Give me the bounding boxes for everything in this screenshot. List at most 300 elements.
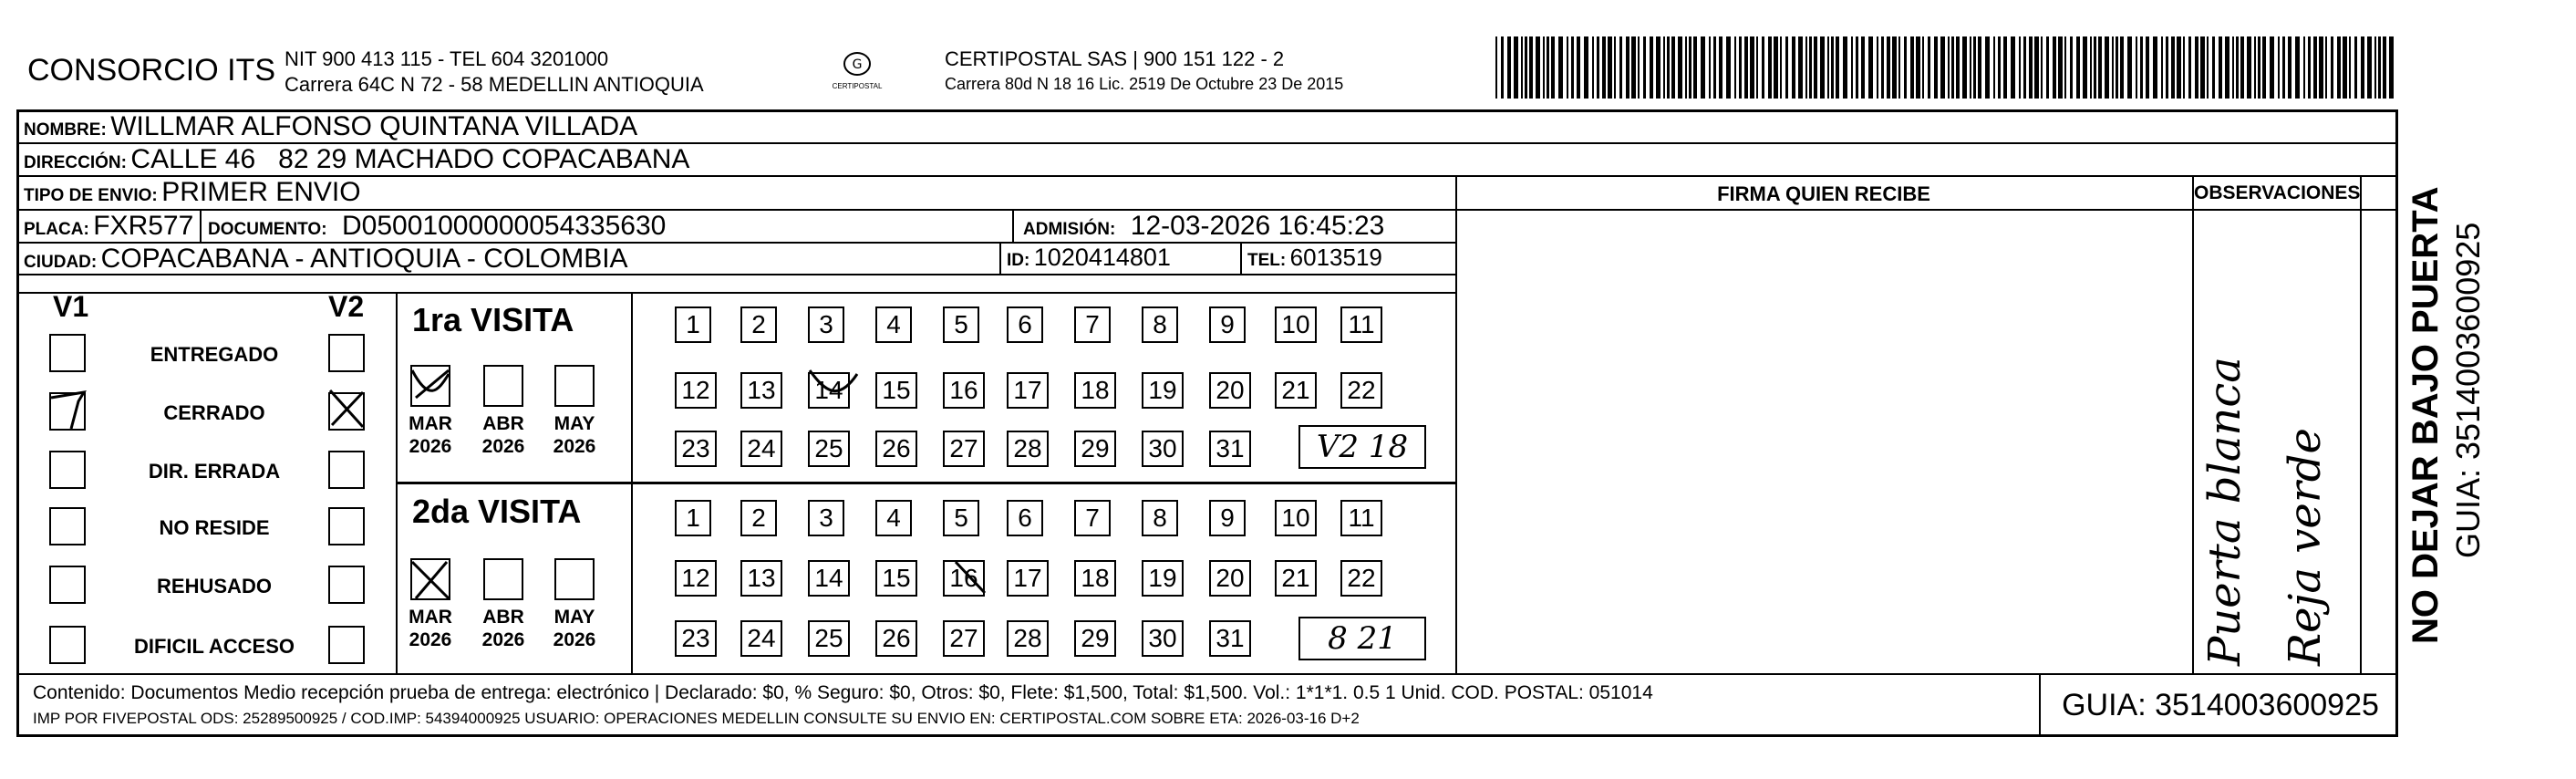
month-year: 2026 bbox=[553, 629, 596, 650]
barcode-bar bbox=[1993, 36, 1995, 99]
day-checkbox[interactable]: 6 bbox=[1007, 500, 1043, 536]
v2-checkbox[interactable] bbox=[328, 507, 365, 545]
barcode-bar bbox=[2064, 36, 2066, 99]
barcode-bar bbox=[2183, 36, 2185, 99]
barcode-bar bbox=[1495, 36, 1497, 99]
barcode-bar bbox=[1558, 36, 1563, 99]
admission-row bbox=[1023, 211, 1384, 242]
month-name: MAR bbox=[409, 413, 452, 434]
barcode-bar bbox=[1998, 36, 2001, 99]
v1-checkbox[interactable] bbox=[49, 566, 86, 604]
observation-line-1: Puerta blanca bbox=[2199, 357, 2250, 666]
v1-header: V1 bbox=[53, 290, 89, 323]
month-checkbox[interactable] bbox=[410, 365, 450, 407]
barcode-bar bbox=[2319, 36, 2323, 99]
reason-label: REHUSADO bbox=[157, 575, 272, 597]
barcode-bar bbox=[1619, 36, 1622, 99]
city-label: CIUDAD: bbox=[24, 253, 98, 272]
barcode-bar bbox=[2140, 36, 2143, 99]
day-checkbox[interactable]: 22 bbox=[1340, 372, 1382, 409]
day-checkbox[interactable]: 31 bbox=[1209, 620, 1251, 657]
day-checkbox[interactable]: 27 bbox=[943, 620, 985, 657]
day-checkbox[interactable]: 26 bbox=[875, 620, 917, 657]
barcode-bar bbox=[2177, 36, 2181, 99]
reason-label: DIFICIL ACCESO bbox=[133, 635, 295, 658]
address-row bbox=[24, 144, 689, 175]
barcode-bar bbox=[1868, 36, 1873, 99]
barcode-bar bbox=[1667, 36, 1670, 99]
barcode-bar bbox=[1678, 36, 1682, 99]
day-checkbox[interactable]: 5 bbox=[943, 306, 979, 343]
barcode-bar bbox=[2146, 36, 2149, 99]
barcode-bar bbox=[2254, 36, 2256, 99]
barcode-bar bbox=[2053, 36, 2056, 99]
barcode-bar bbox=[1843, 36, 1847, 99]
barcode-bar bbox=[1739, 36, 1742, 99]
barcode-bar bbox=[2374, 36, 2376, 99]
observation-line-2: Reja verde bbox=[2280, 428, 2331, 666]
carrier-name-nit: CERTIPOSTAL SAS | 900 151 122 - 2 bbox=[945, 47, 1285, 70]
barcode-bar bbox=[1780, 36, 1782, 99]
day-checkbox[interactable]: 26 bbox=[875, 431, 917, 467]
reason-label: NO RESIDE bbox=[159, 516, 270, 539]
barcode-bar bbox=[1614, 36, 1616, 99]
barcode-bar bbox=[2166, 36, 2168, 99]
barcode-bar bbox=[1956, 36, 1960, 99]
signature-header: FIRMA QUIEN RECIBE bbox=[1717, 182, 1930, 205]
barcode-bar bbox=[1861, 36, 1865, 99]
sender-name: CONSORCIO ITS bbox=[27, 53, 276, 88]
month-label bbox=[545, 606, 604, 651]
do-not-leave-notice: NO DEJAR BAJO PUERTA bbox=[2405, 186, 2446, 644]
sender-address: Carrera 64C N 72 - 58 MEDELLIN ANTIOQUIA bbox=[284, 73, 704, 96]
barcode-bar bbox=[1547, 36, 1549, 99]
barcode-bar bbox=[2127, 36, 2132, 99]
barcode-bar bbox=[2058, 36, 2063, 99]
second-visit-handwritten-note: 8 21 bbox=[1298, 617, 1426, 660]
day-checkbox[interactable]: 11 bbox=[1340, 306, 1382, 343]
barcode-bar bbox=[1892, 36, 1897, 99]
barcode-bar bbox=[1551, 36, 1555, 99]
v1-checkbox[interactable] bbox=[49, 451, 86, 489]
day-checkbox[interactable]: 18 bbox=[1074, 560, 1116, 597]
admission: 12-03-2026 16:45:23 bbox=[1130, 211, 1385, 241]
id-row bbox=[1007, 244, 1171, 272]
send-type-label: TIPO DE ENVIO: bbox=[24, 186, 158, 205]
recipient-name: WILLMAR ALFONSO QUINTANA VILLADA bbox=[110, 111, 638, 141]
barcode-bar bbox=[1951, 36, 1954, 99]
month-label bbox=[401, 606, 460, 651]
barcode-bar bbox=[1709, 36, 1711, 99]
day-checkbox[interactable]: 4 bbox=[875, 500, 912, 536]
month-name: ABR bbox=[482, 413, 524, 434]
barcode-bar bbox=[2188, 36, 2191, 99]
barcode-bar bbox=[2116, 36, 2118, 99]
day-checkbox[interactable]: 25 bbox=[808, 431, 850, 467]
day-checkbox[interactable]: 30 bbox=[1142, 431, 1184, 467]
address-label: DIRECCIÓN: bbox=[24, 153, 127, 172]
barcode-bar bbox=[1521, 36, 1523, 99]
barcode-bar bbox=[2337, 36, 2341, 99]
day-checkbox[interactable]: 10 bbox=[1275, 500, 1317, 536]
barcode-bar bbox=[1973, 36, 1976, 99]
month-year: 2026 bbox=[553, 436, 596, 457]
day-checkbox[interactable]: 14 bbox=[808, 372, 850, 409]
id-value: 1020414801 bbox=[1033, 244, 1171, 271]
day-checkbox[interactable]: 28 bbox=[1007, 620, 1049, 657]
barcode-bar bbox=[2041, 36, 2043, 99]
carrier-logo-caption: CERTIPOSTAL bbox=[832, 82, 883, 90]
day-checkbox[interactable]: 22 bbox=[1340, 560, 1382, 597]
city-row bbox=[24, 244, 628, 275]
barcode-bar bbox=[1820, 36, 1825, 99]
barcode-bar bbox=[1719, 36, 1723, 99]
barcode-bar bbox=[1577, 36, 1580, 99]
barcode-bar bbox=[2171, 36, 2175, 99]
barcode-bar bbox=[2161, 36, 2163, 99]
barcode-bar bbox=[2308, 36, 2311, 99]
barcode-bar bbox=[1978, 36, 1981, 99]
barcode-bar bbox=[1836, 36, 1839, 99]
barcode-bar bbox=[1529, 36, 1533, 99]
barcode-bar bbox=[2207, 36, 2209, 99]
tel-label: TEL: bbox=[1247, 251, 1287, 270]
barcode-bar bbox=[2313, 36, 2317, 99]
v2-checkbox[interactable] bbox=[328, 392, 365, 431]
day-checkbox[interactable]: 17 bbox=[1007, 372, 1049, 409]
day-checkbox[interactable]: 9 bbox=[1209, 500, 1246, 536]
barcode-bar bbox=[2236, 36, 2239, 99]
id-label: ID: bbox=[1007, 251, 1030, 270]
day-checkbox[interactable]: 1 bbox=[675, 500, 711, 536]
barcode-bar bbox=[2034, 36, 2039, 99]
barcode-bar bbox=[2105, 36, 2109, 99]
day-checkbox[interactable]: 29 bbox=[1074, 620, 1116, 657]
barcode-bar bbox=[2076, 36, 2080, 99]
barcode-bar bbox=[1525, 36, 1527, 99]
day-checkbox[interactable]: 20 bbox=[1209, 560, 1251, 597]
first-visit-title: 1ra VISITA bbox=[412, 301, 574, 338]
day-checkbox[interactable]: 10 bbox=[1275, 306, 1317, 343]
day-checkbox[interactable]: 13 bbox=[740, 560, 782, 597]
barcode-bar bbox=[1689, 36, 1691, 99]
v2-checkbox[interactable] bbox=[328, 566, 365, 604]
day-checkbox[interactable]: 18 bbox=[1074, 372, 1116, 409]
day-checkbox[interactable]: 3 bbox=[808, 500, 844, 536]
barcode-bar bbox=[1650, 36, 1653, 99]
barcode-bar bbox=[1831, 36, 1834, 99]
tel-value: 6013519 bbox=[1289, 244, 1382, 271]
day-checkbox[interactable]: 25 bbox=[808, 620, 850, 657]
v2-checkbox[interactable] bbox=[328, 451, 365, 489]
barcode-bar bbox=[2354, 36, 2357, 99]
barcode-bar bbox=[1809, 36, 1812, 99]
observations-header: OBSERVACIONES bbox=[2194, 182, 2361, 203]
barcode-bar bbox=[2070, 36, 2073, 99]
barcode-bar bbox=[2278, 36, 2280, 99]
barcode-bar bbox=[1597, 36, 1599, 99]
month-year: 2026 bbox=[481, 629, 525, 650]
barcode-bar bbox=[2331, 36, 2333, 99]
month-label bbox=[401, 412, 460, 458]
barcode-bar bbox=[1881, 36, 1884, 99]
barcode-bar bbox=[2023, 36, 2026, 99]
barcode-bar bbox=[1726, 36, 1731, 99]
barcode-bar bbox=[2046, 36, 2049, 99]
day-checkbox[interactable]: 2 bbox=[740, 306, 777, 343]
barcode-bar bbox=[2270, 36, 2274, 99]
barcode-bar bbox=[1638, 36, 1640, 99]
barcode-bar bbox=[2240, 36, 2244, 99]
document-label: DOCUMENTO: bbox=[208, 220, 327, 239]
barcode-bar bbox=[1970, 36, 1971, 99]
month-label bbox=[474, 412, 533, 458]
barcode-bar bbox=[2303, 36, 2305, 99]
barcode-bar bbox=[1608, 36, 1612, 99]
barcode-bar bbox=[1693, 36, 1697, 99]
v2-checkbox[interactable] bbox=[328, 334, 365, 372]
day-checkbox[interactable]: 19 bbox=[1142, 372, 1184, 409]
barcode-bar bbox=[1774, 36, 1778, 99]
plate-label: PLACA: bbox=[24, 220, 89, 239]
barcode-bar bbox=[1904, 36, 1907, 99]
month-year: 2026 bbox=[481, 436, 525, 457]
barcode-bar bbox=[1877, 36, 1878, 99]
barcode-bar bbox=[1514, 36, 1518, 99]
barcode-bar bbox=[1663, 36, 1665, 99]
footer-print-info: IMP POR FIVEPOSTAL ODS: 25289500925 / COD.IMP: 54394000925 USUARIO: OPERACIONES MEDELLIN CONSULTE SU ENVIO EN: CERTIPOSTAL.COM SOBRE ETA: 2026-03-16 D+2 bbox=[33, 710, 1360, 727]
barcode-bar bbox=[1898, 36, 1900, 99]
first-visit-handwritten-note: V2 18 bbox=[1298, 425, 1426, 469]
send-type-row bbox=[24, 177, 361, 208]
barcode-bar bbox=[1643, 36, 1646, 99]
month-name: MAR bbox=[409, 607, 452, 628]
reason-label: ENTREGADO bbox=[150, 343, 279, 366]
day-checkbox[interactable]: 12 bbox=[675, 560, 717, 597]
day-checkbox[interactable]: 31 bbox=[1209, 431, 1251, 467]
barcode-bar bbox=[1734, 36, 1736, 99]
barcode-bar bbox=[1584, 36, 1588, 99]
day-checkbox[interactable]: 8 bbox=[1142, 306, 1178, 343]
barcode-bar bbox=[1814, 36, 1817, 99]
barcode-bar bbox=[1671, 36, 1675, 99]
day-checkbox[interactable]: 16 bbox=[943, 372, 985, 409]
day-checkbox[interactable]: 5 bbox=[943, 500, 979, 536]
barcode-bar bbox=[2232, 36, 2234, 99]
day-checkbox[interactable]: 19 bbox=[1142, 560, 1184, 597]
barcode-bar bbox=[1536, 36, 1540, 99]
barcode-bar bbox=[2349, 36, 2351, 99]
barcode-bar bbox=[2003, 36, 2007, 99]
barcode-bar bbox=[1501, 36, 1504, 99]
day-checkbox[interactable]: 9 bbox=[1209, 306, 1246, 343]
barcode-bar bbox=[2288, 36, 2292, 99]
barcode-bar bbox=[2225, 36, 2229, 99]
day-checkbox[interactable]: 15 bbox=[875, 372, 917, 409]
barcode-bar bbox=[2325, 36, 2327, 99]
barcode bbox=[1495, 36, 2398, 99]
barcode-bar bbox=[2136, 36, 2137, 99]
barcode-bar bbox=[1631, 36, 1636, 99]
tel-row bbox=[1247, 244, 1382, 272]
v2-checkbox[interactable] bbox=[328, 626, 365, 664]
document-row bbox=[208, 211, 666, 242]
barcode-bar bbox=[2378, 36, 2381, 99]
day-checkbox[interactable]: 27 bbox=[943, 431, 985, 467]
svg-text:G: G bbox=[852, 57, 863, 72]
v1-checkbox[interactable] bbox=[49, 626, 86, 664]
barcode-bar bbox=[1827, 36, 1829, 99]
name-label: NOMBRE: bbox=[24, 120, 107, 140]
send-type: PRIMER ENVIO bbox=[161, 177, 361, 207]
day-checkbox[interactable]: 13 bbox=[740, 372, 782, 409]
barcode-bar bbox=[2247, 36, 2251, 99]
month-checkbox[interactable] bbox=[483, 558, 523, 600]
barcode-bar bbox=[1626, 36, 1629, 99]
month-label bbox=[474, 606, 533, 651]
side-guide-number: GUIA: 3514003600925 bbox=[2449, 222, 2487, 558]
day-checkbox[interactable]: 23 bbox=[675, 431, 717, 467]
sender-nit-tel: NIT 900 413 115 - TEL 604 3201000 bbox=[284, 47, 609, 70]
barcode-bar bbox=[2361, 36, 2364, 99]
barcode-bar bbox=[2029, 36, 2033, 99]
barcode-bar bbox=[2212, 36, 2215, 99]
day-checkbox[interactable]: 23 bbox=[675, 620, 717, 657]
day-checkbox[interactable]: 4 bbox=[875, 306, 912, 343]
barcode-bar bbox=[1701, 36, 1705, 99]
day-checkbox[interactable]: 15 bbox=[875, 560, 917, 597]
barcode-bar bbox=[2383, 36, 2386, 99]
barcode-bar bbox=[1756, 36, 1758, 99]
v2-header: V2 bbox=[328, 290, 365, 323]
barcode-bar bbox=[2282, 36, 2285, 99]
barcode-bar bbox=[1543, 36, 1545, 99]
month-name: MAY bbox=[553, 413, 595, 434]
barcode-bar bbox=[2112, 36, 2114, 99]
month-name: MAY bbox=[553, 607, 595, 628]
barcode-bar bbox=[1785, 36, 1788, 99]
month-year: 2026 bbox=[409, 629, 452, 650]
day-checkbox[interactable]: 1 bbox=[675, 306, 711, 343]
plate: FXR577 bbox=[93, 211, 194, 241]
month-name: ABR bbox=[482, 607, 524, 628]
barcode-bar bbox=[1948, 36, 1950, 99]
day-checkbox[interactable]: 28 bbox=[1007, 431, 1049, 467]
barcode-bar bbox=[2295, 36, 2300, 99]
reason-label: CERRADO bbox=[163, 401, 265, 424]
carrier-logo bbox=[821, 46, 894, 100]
day-checkbox[interactable]: 24 bbox=[740, 620, 782, 657]
barcode-bar bbox=[2011, 36, 2015, 99]
city: COPACABANA - ANTIOQUIA - COLOMBIA bbox=[100, 244, 628, 274]
barcode-bar bbox=[1768, 36, 1772, 99]
barcode-bar bbox=[1916, 36, 1920, 99]
name-row bbox=[24, 111, 637, 142]
month-checkbox[interactable] bbox=[554, 558, 595, 600]
recipient-address: CALLE 46 82 29 MACHADO COPACABANA bbox=[130, 144, 690, 174]
barcode-bar bbox=[1887, 36, 1890, 99]
barcode-bar bbox=[1934, 36, 1938, 99]
barcode-bar bbox=[1685, 36, 1687, 99]
day-checkbox[interactable]: 21 bbox=[1275, 560, 1317, 597]
day-checkbox[interactable]: 16 bbox=[943, 560, 985, 597]
day-checkbox[interactable]: 20 bbox=[1209, 372, 1251, 409]
month-checkbox[interactable] bbox=[554, 365, 595, 407]
barcode-bar bbox=[2367, 36, 2372, 99]
barcode-bar bbox=[1922, 36, 1924, 99]
reason-label: DIR. ERRADA bbox=[148, 460, 281, 483]
barcode-bar bbox=[2120, 36, 2124, 99]
v1-checkbox[interactable] bbox=[49, 334, 86, 372]
barcode-bar bbox=[1567, 36, 1568, 99]
day-checkbox[interactable]: 14 bbox=[808, 560, 850, 597]
month-checkbox[interactable] bbox=[483, 365, 523, 407]
day-checkbox[interactable]: 11 bbox=[1340, 500, 1382, 536]
barcode-bar bbox=[2343, 36, 2347, 99]
second-visit-title: 2da VISITA bbox=[412, 493, 582, 530]
barcode-bar bbox=[2090, 36, 2092, 99]
barcode-bar bbox=[2098, 36, 2102, 99]
barcode-bar bbox=[2258, 36, 2260, 99]
barcode-bar bbox=[1962, 36, 1967, 99]
month-checkbox[interactable] bbox=[410, 558, 450, 600]
day-checkbox[interactable]: 7 bbox=[1074, 306, 1111, 343]
day-checkbox[interactable]: 30 bbox=[1142, 620, 1184, 657]
barcode-bar bbox=[2389, 36, 2394, 99]
barcode-bar bbox=[1750, 36, 1754, 99]
v1-checkbox[interactable] bbox=[49, 507, 86, 545]
day-checkbox[interactable]: 8 bbox=[1142, 500, 1178, 536]
barcode-bar bbox=[1851, 36, 1853, 99]
day-checkbox[interactable]: 21 bbox=[1275, 372, 1317, 409]
month-label bbox=[545, 412, 604, 458]
barcode-bar bbox=[1798, 36, 1803, 99]
footer-content: Contenido: Documentos Medio recepción prueba de entrega: electrónico | Declarado: $0, % Seguro: $0, Otros: $0, Flete: $1,500, Total: $1,500. Vol.: 1*1*1. 0.5 1 Unid. COD. POSTAL: 051014 bbox=[33, 682, 1653, 703]
barcode-bar bbox=[1507, 36, 1511, 99]
v1-checkbox[interactable] bbox=[49, 392, 86, 431]
day-checkbox[interactable]: 17 bbox=[1007, 560, 1049, 597]
barcode-bar bbox=[2094, 36, 2096, 99]
day-checkbox[interactable]: 29 bbox=[1074, 431, 1116, 467]
day-checkbox[interactable]: 2 bbox=[740, 500, 777, 536]
barcode-bar bbox=[1762, 36, 1764, 99]
barcode-bar bbox=[2200, 36, 2205, 99]
day-checkbox[interactable]: 3 bbox=[808, 306, 844, 343]
barcode-bar bbox=[2219, 36, 2222, 99]
admission-label: ADMISIÓN: bbox=[1023, 220, 1116, 239]
barcode-bar bbox=[2083, 36, 2087, 99]
barcode-bar bbox=[2019, 36, 2021, 99]
barcode-bar bbox=[1592, 36, 1594, 99]
barcode-bar bbox=[2195, 36, 2198, 99]
day-checkbox[interactable]: 6 bbox=[1007, 306, 1043, 343]
carrier-address-license: Carrera 80d N 18 16 Lic. 2519 De Octubre 23 De 2015 bbox=[945, 75, 1344, 93]
plate-row bbox=[24, 211, 193, 242]
barcode-bar bbox=[1656, 36, 1660, 99]
footer-guide-number: GUIA: 3514003600925 bbox=[2062, 688, 2379, 722]
day-checkbox[interactable]: 12 bbox=[675, 372, 717, 409]
barcode-bar bbox=[2262, 36, 2266, 99]
day-checkbox[interactable]: 7 bbox=[1074, 500, 1111, 536]
barcode-bar bbox=[1856, 36, 1858, 99]
document: D05001000000054335630 bbox=[342, 211, 667, 241]
day-checkbox[interactable]: 24 bbox=[740, 431, 782, 467]
barcode-bar bbox=[2153, 36, 2157, 99]
barcode-bar bbox=[1940, 36, 1945, 99]
barcode-bar bbox=[1602, 36, 1606, 99]
month-year: 2026 bbox=[409, 436, 452, 457]
barcode-bar bbox=[1744, 36, 1748, 99]
